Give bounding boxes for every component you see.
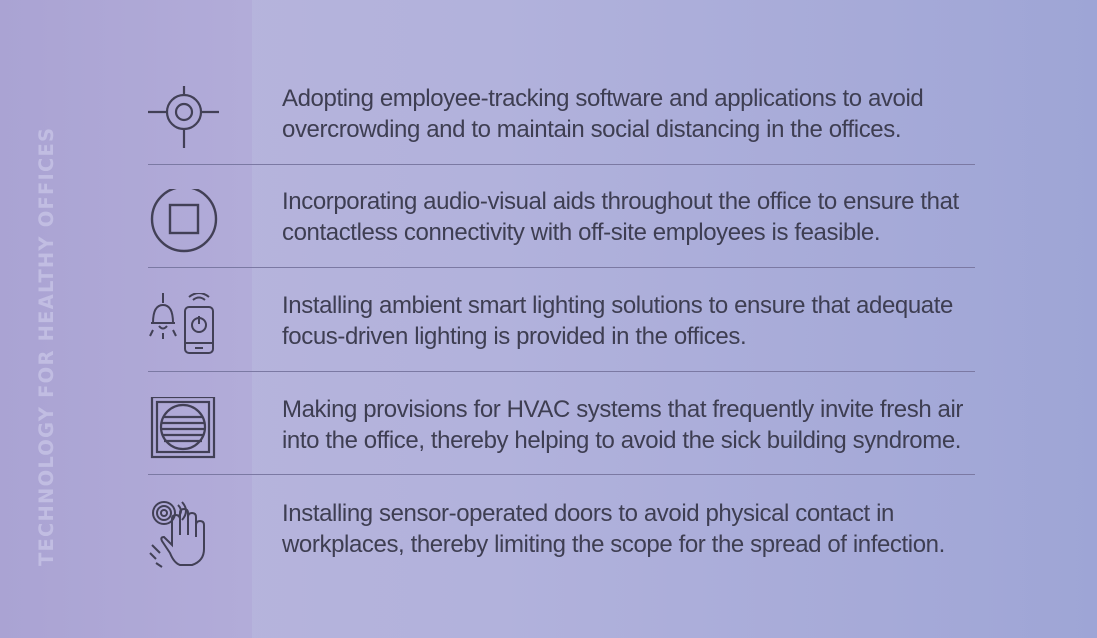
item-text-line: Installing sensor-operated doors to avoid physical contact in	[282, 500, 894, 527]
list-item	[148, 290, 975, 393]
item-text-line: Incorporating audio-visual aids throughout the office to ensure that	[282, 188, 959, 215]
divider	[148, 371, 975, 372]
list-item	[148, 83, 975, 186]
item-text-line: Adopting employee-tracking software and applications to avoid	[282, 85, 924, 112]
list-item	[148, 186, 975, 289]
item-text	[282, 83, 982, 145]
list-item	[148, 498, 975, 601]
item-text	[282, 498, 982, 560]
item-text-line: focus-driven lighting is provided in the offices.	[282, 323, 747, 350]
stop-button-icon	[148, 189, 220, 261]
item-text-line: contactless connectivity with off-site employees is feasible.	[282, 219, 881, 246]
smart-lighting-icon	[148, 293, 220, 365]
item-text	[282, 186, 982, 248]
section-title: TECHNOLOGY FOR HEALTHY OFFICES	[35, 126, 58, 566]
divider	[148, 267, 975, 268]
item-text-line: Making provisions for HVAC systems that frequently invite fresh air	[282, 396, 964, 423]
item-text	[282, 290, 982, 352]
touchless-hand-sensor-icon	[148, 501, 220, 573]
item-text	[282, 394, 982, 456]
target-crosshair-icon	[148, 86, 220, 158]
divider	[148, 474, 975, 475]
item-text-line: Installing ambient smart lighting solutions to ensure that adequate	[282, 292, 953, 319]
item-text-line: workplaces, thereby limiting the scope for the spread of infection.	[282, 531, 945, 558]
item-text-line: into the office, thereby helping to avoid the sick building syndrome.	[282, 427, 962, 454]
air-vent-icon	[148, 397, 220, 469]
item-text-line: overcrowding and to maintain social distancing in the offices.	[282, 116, 902, 143]
divider	[148, 164, 975, 165]
list-item	[148, 394, 975, 497]
